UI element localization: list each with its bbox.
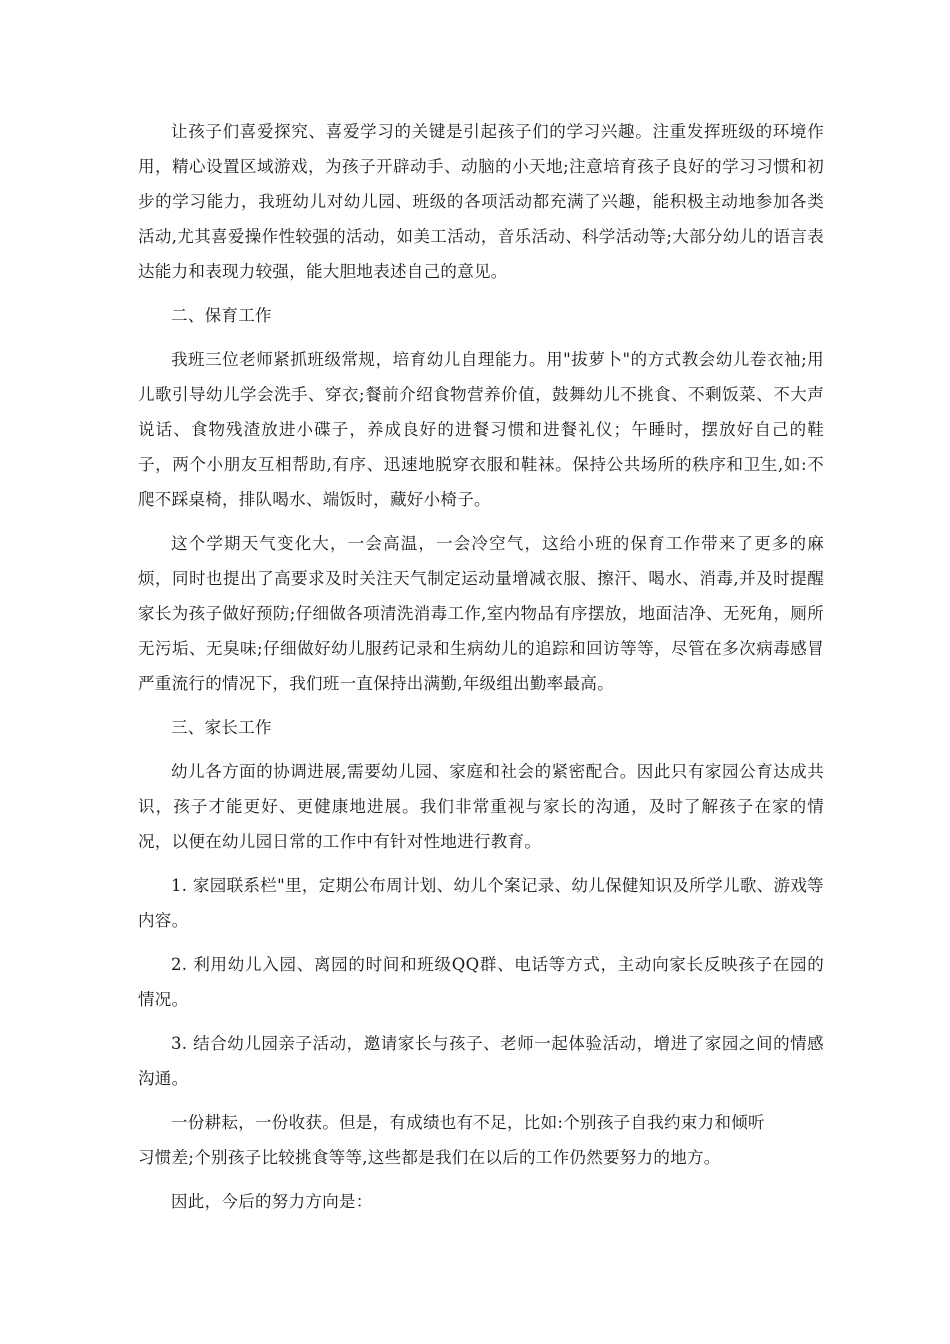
paragraph-self-care: 我班三位老师紧抓班级常规，培育幼儿自理能力。用"拔萝卜"的方式教会幼儿卷衣袖;用儿歌引导幼儿学会洗手、穿衣;餐前介绍食物营养价值，鼓舞幼儿不挑食、不剩饭菜、不大声说话、食物残渣放进小碟子，养成良好的进餐习惯和进餐礼仪；午睡时，摆放好自己的鞋子，两个小朋友互相帮助,有序、迅速地脱穿衣服和鞋袜。保持公共场所的秩序和卫生,如:不爬不踩桌椅，排队喝水、端饭时，藏好小椅子。 (138, 350, 824, 509)
paragraph-summary-line-1: 一份耕耘，一份收获。但是，有成绩也有不足，比如:个别孩子自我约束力和倾听 (171, 1113, 765, 1132)
paragraph-weather-care: 这个学期天气变化大，一会高温，一会冷空气，这给小班的保育工作带来了更多的麻烦，同时也提出了高要求及时关注天气制定运动量增减衣服、擦汗、喝水、消毒,并及时提醒家长为孩子做好预防;仔细做各项清洗消毒工作,室内物品有序摆放，地面洁净、无死角，厕所无污垢、无臭味;仔细做好幼儿服药记录和生病幼儿的追踪和回访等等，尽管在多次病毒感冒严重流行的情况下，我们班一直保持出满勤,年级组出勤率最高。 (138, 534, 824, 693)
paragraph-future-direction: 因此，今后的努力方向是： (171, 1192, 373, 1211)
paragraph-home-school-cooperation: 幼儿各方面的协调进展,需要幼儿园、家庭和社会的紧密配合。因此只有家园公育达成共识，孩子才能更好、更健康地进展。我们非常重视与家长的沟通，及时了解孩子在家的情况，以便在幼儿园日常的工作中有针对性地进行教育。 (138, 762, 824, 851)
section-heading-parent-work: 三、家长工作 (171, 718, 272, 737)
paragraph-summary-line-2: 习惯差;个别孩子比较挑食等等,这些都是我们在以后的工作仍然要努力的地方。 (138, 1148, 721, 1167)
paragraph-learning-interest: 让孩子们喜爱探究、喜爱学习的关键是引起孩子们的学习兴趣。注重发挥班级的环境作用，精心设置区域游戏，为孩子开辟动手、动脑的小天地;注意培育孩子良好的学习习惯和初步的学习能力，我班幼儿对幼儿园、班级的各项活动都充满了兴趣，能积极主动地参加各类活动,尤其喜爱操作性较强的活动，如美工活动，音乐活动、科学活动等;大部分幼儿的语言表达能力和表现力较强，能大胆地表述自己的意见。 (138, 122, 824, 281)
list-item-1: 1. 家园联系栏"里，定期公布周计划、幼儿个案记录、幼儿保健知识及所学儿歌、游戏等内容。 (138, 876, 824, 930)
document-body (138, 114, 824, 1228)
list-item-3: 3. 结合幼儿园亲子活动，邀请家长与孩子、老师一起体验活动，增进了家园之间的情感沟通。 (138, 1034, 824, 1088)
list-item-2: 2. 利用幼儿入园、离园的时间和班级QQ群、电话等方式，主动向家长反映孩子在园的情况。 (138, 955, 824, 1009)
section-heading-care-work: 二、保育工作 (171, 306, 272, 325)
